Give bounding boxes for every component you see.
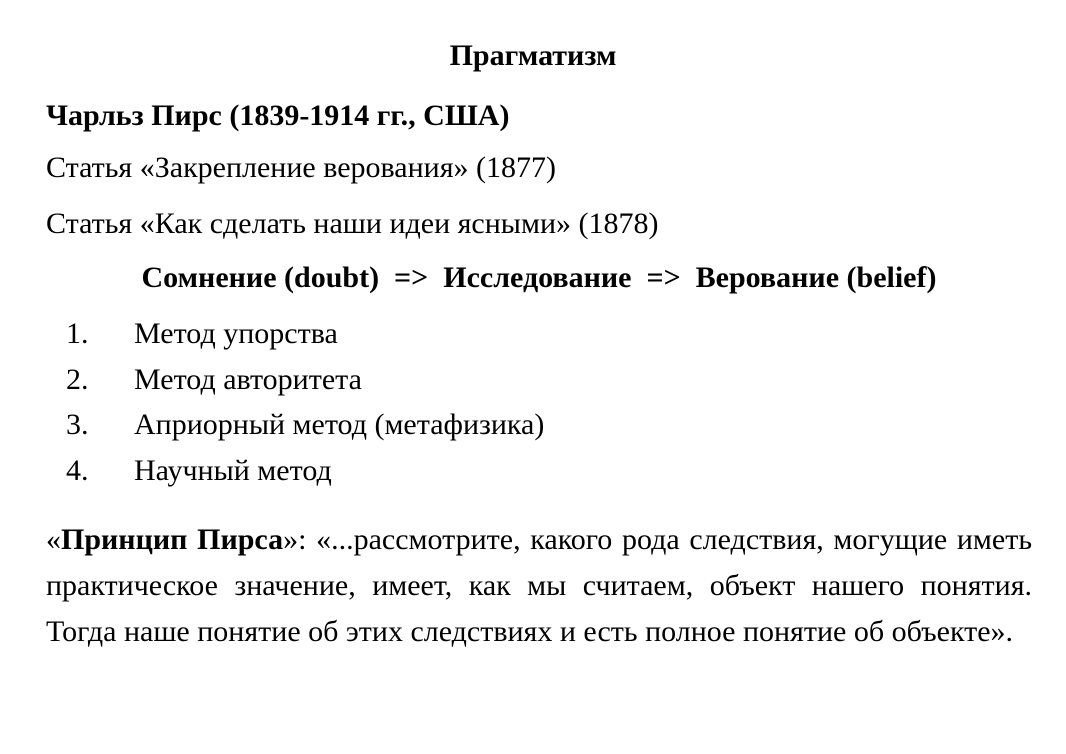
principle-text: »: «...рассмотрите, какого рода следствия, могущие иметь практическое значение, имеет, как мы считаем, объект нашего понятия. Тогда наше понятие об этих следствиях и есть полное понятие об объекте».	[46, 523, 1032, 648]
list-item-number: 1.	[66, 317, 89, 350]
author-heading: Чарльз Пирс (1839-1914 гг., США)	[46, 99, 510, 132]
page-title: Прагматизм	[449, 39, 617, 72]
list-item-label: Априорный метод (метафизика)	[134, 408, 545, 441]
list-item-number: 2.	[66, 363, 89, 396]
list-item-number: 4.	[66, 454, 89, 487]
list-item-label: Метод авторитета	[134, 363, 362, 396]
list-item-number: 3.	[66, 408, 89, 441]
belief-flow-formula: Сомнение (doubt) => Исследование => Верование (belief)	[141, 261, 937, 294]
article-line-2: Статья «Как сделать наши идеи ясными» (1878)	[46, 207, 659, 240]
list-item-label: Метод упорства	[134, 317, 338, 350]
principle-name: Принцип Пирса	[61, 523, 284, 556]
open-quote: «	[46, 523, 61, 556]
list-item-label: Научный метод	[134, 454, 332, 487]
article-line-1: Статья «Закрепление верования» (1877)	[46, 151, 556, 184]
peirce-principle-paragraph	[46, 517, 1032, 655]
